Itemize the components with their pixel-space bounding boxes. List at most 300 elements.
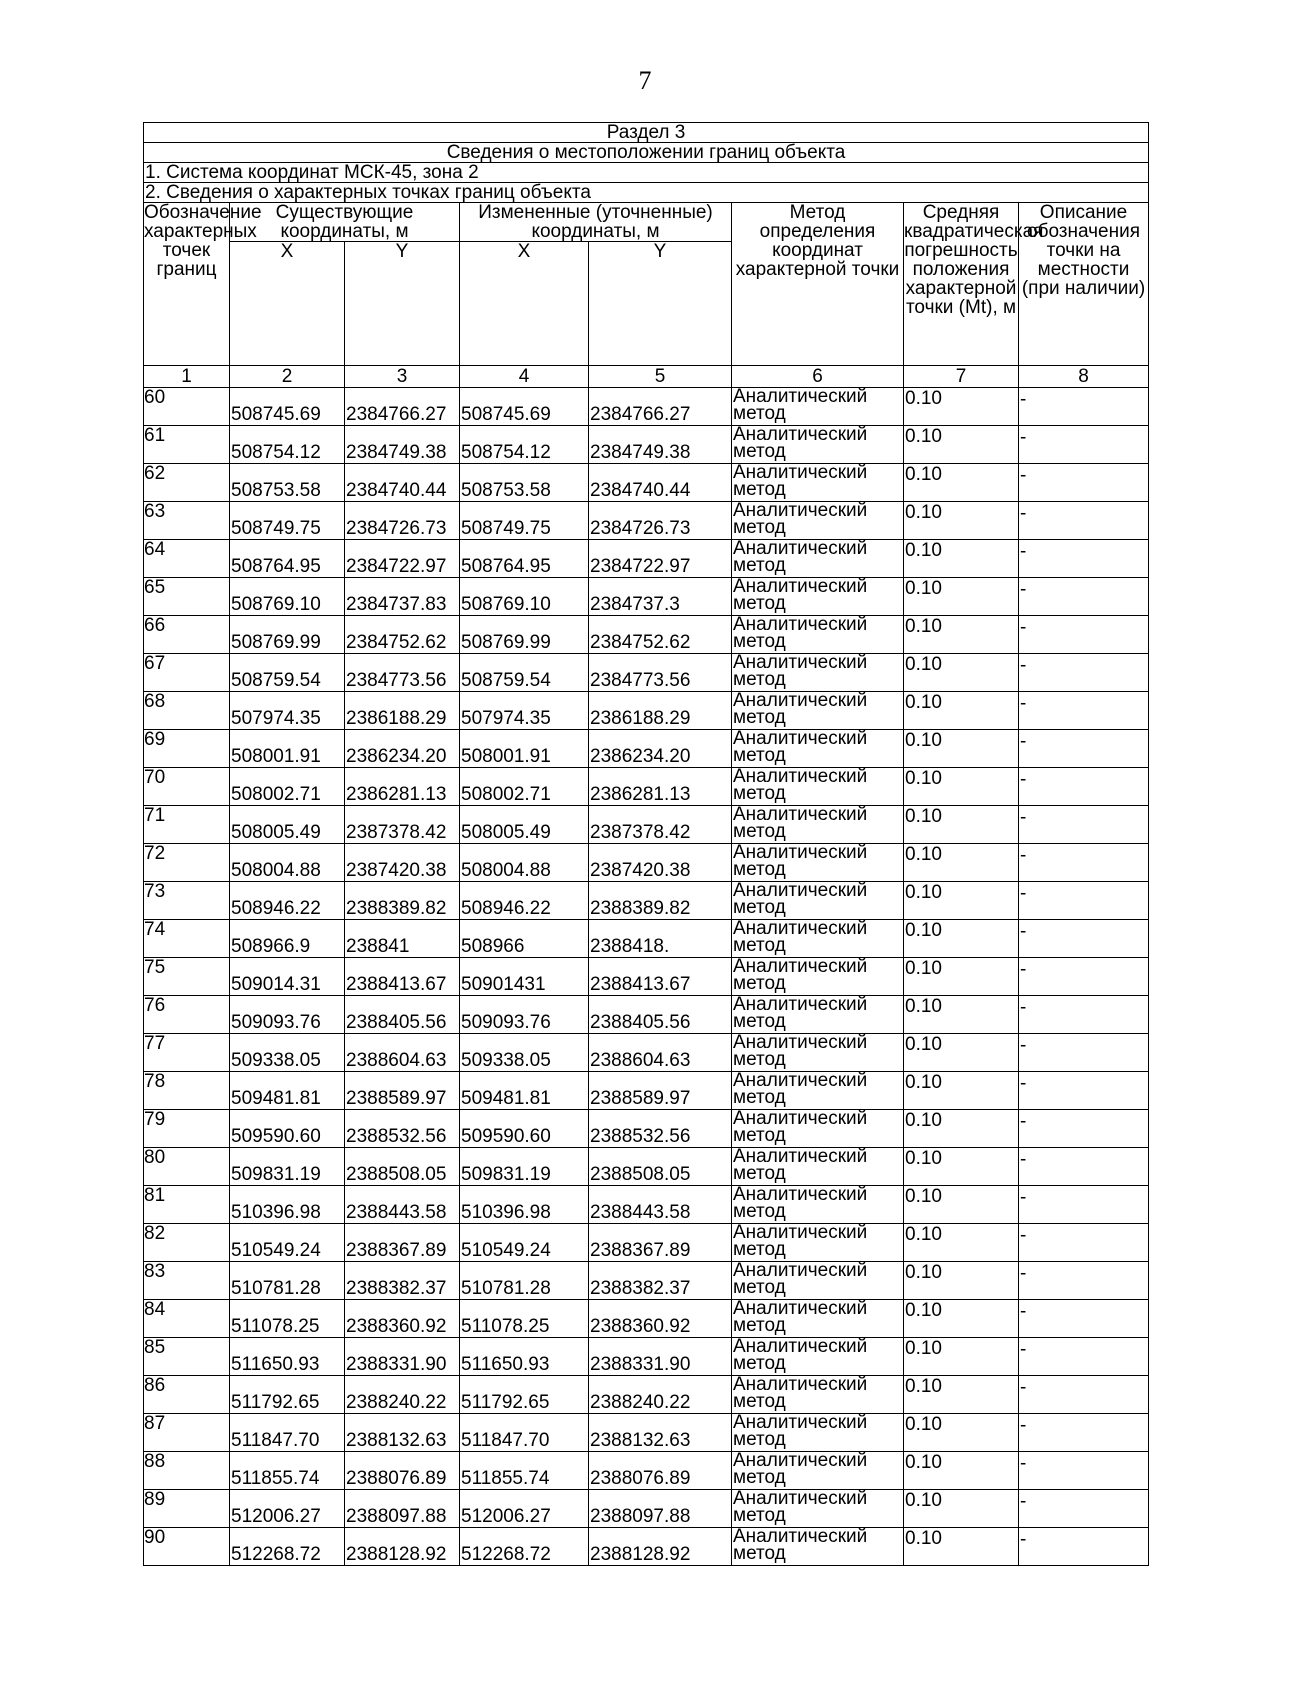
x-changed-cell: 510781.28 [460,1262,589,1300]
header-method: Метод определения координат характерной точки [732,203,904,366]
point-id-cell: 65 [144,578,230,616]
y-changed-cell: 2388532.56 [589,1110,732,1148]
point-id-cell: 83 [144,1262,230,1300]
header-error: Средняя квадратическая погрешность положения характерной точки (Mt), м [904,203,1019,366]
error-cell: 0.10 [904,1338,1019,1376]
method-cell: Аналитический метод [732,1148,904,1186]
table-row [144,502,1149,540]
method-cell: Аналитический метод [732,768,904,806]
table-row [144,1452,1149,1490]
error-cell: 0.10 [904,1452,1019,1490]
table-row [144,616,1149,654]
y-existing-cell: 2388508.05 [345,1148,460,1186]
page-number: 7 [638,66,652,95]
error-cell: 0.10 [904,1034,1019,1072]
description-cell: - [1019,464,1149,502]
table-row [144,882,1149,920]
x-existing-cell: 508001.91 [230,730,345,768]
y-changed-cell: 2388405.56 [589,996,732,1034]
x-existing-cell: 508002.71 [230,768,345,806]
table-row [144,1186,1149,1224]
method-cell: Аналитический метод [732,844,904,882]
y-changed-cell: 2384752.62 [589,616,732,654]
x-changed-cell: 508946.22 [460,882,589,920]
x-existing-cell: 508749.75 [230,502,345,540]
error-cell: 0.10 [904,1528,1019,1566]
point-id-cell: 87 [144,1414,230,1452]
x-existing-cell: 508946.22 [230,882,345,920]
x-existing-cell: 508769.99 [230,616,345,654]
x-existing-cell: 508753.58 [230,464,345,502]
method-cell: Аналитический метод [732,806,904,844]
method-cell: Аналитический метод [732,540,904,578]
method-cell: Аналитический метод [732,1490,904,1528]
error-cell: 0.10 [904,540,1019,578]
table-row [144,692,1149,730]
method-cell: Аналитический метод [732,616,904,654]
point-id-cell: 71 [144,806,230,844]
method-cell: Аналитический метод [732,426,904,464]
x-existing-cell: 508745.69 [230,388,345,426]
header-y-changed: Y [589,242,732,366]
x-changed-cell: 507974.35 [460,692,589,730]
description-cell: - [1019,768,1149,806]
description-cell: - [1019,388,1149,426]
header-description: Описание обозначения точки на местности (при наличии) [1019,203,1149,366]
x-changed-cell: 508745.69 [460,388,589,426]
x-existing-cell: 511855.74 [230,1452,345,1490]
x-existing-cell: 510396.98 [230,1186,345,1224]
table-row [144,1034,1149,1072]
y-changed-cell: 2388132.63 [589,1414,732,1452]
x-changed-cell: 508759.54 [460,654,589,692]
y-changed-cell: 2384766.27 [589,388,732,426]
table-row [144,996,1149,1034]
error-cell: 0.10 [904,502,1019,540]
y-existing-cell: 2384737.83 [345,578,460,616]
point-id-cell: 90 [144,1528,230,1566]
table-body [144,123,1149,1566]
description-cell: - [1019,426,1149,464]
point-id-cell: 78 [144,1072,230,1110]
error-cell: 0.10 [904,958,1019,996]
description-cell: - [1019,1300,1149,1338]
y-changed-cell: 2388128.92 [589,1528,732,1566]
error-cell: 0.10 [904,768,1019,806]
point-id-cell: 67 [144,654,230,692]
method-cell: Аналитический метод [732,1452,904,1490]
description-cell: - [1019,654,1149,692]
y-existing-cell: 2388076.89 [345,1452,460,1490]
y-changed-cell: 2388413.67 [589,958,732,996]
y-changed-cell: 2388418. [589,920,732,958]
x-existing-cell: 512006.27 [230,1490,345,1528]
error-cell: 0.10 [904,1490,1019,1528]
description-cell: - [1019,502,1149,540]
column-number: 4 [460,366,589,388]
y-existing-cell: 2388132.63 [345,1414,460,1452]
table-row [144,1338,1149,1376]
y-changed-cell: 2388589.97 [589,1072,732,1110]
error-cell: 0.10 [904,920,1019,958]
y-existing-cell: 2388367.89 [345,1224,460,1262]
y-existing-cell: 2388382.37 [345,1262,460,1300]
y-changed-cell: 2384726.73 [589,502,732,540]
x-existing-cell: 508004.88 [230,844,345,882]
table-row [144,958,1149,996]
y-changed-cell: 2387378.42 [589,806,732,844]
error-cell: 0.10 [904,1414,1019,1452]
table-row [144,806,1149,844]
x-existing-cell: 508769.10 [230,578,345,616]
point-id-cell: 73 [144,882,230,920]
y-existing-cell: 2387378.42 [345,806,460,844]
section-title: Раздел 3 [144,123,1149,143]
description-cell: - [1019,1376,1149,1414]
x-existing-cell: 507974.35 [230,692,345,730]
error-cell: 0.10 [904,1186,1019,1224]
x-changed-cell: 508001.91 [460,730,589,768]
header-designation: Обозначение характерных точек границ [144,203,230,366]
point-id-cell: 62 [144,464,230,502]
x-changed-cell: 509831.19 [460,1148,589,1186]
y-existing-cell: 2384752.62 [345,616,460,654]
error-cell: 0.10 [904,844,1019,882]
table-row [144,1376,1149,1414]
point-id-cell: 72 [144,844,230,882]
x-changed-cell: 509093.76 [460,996,589,1034]
y-changed-cell: 2384773.56 [589,654,732,692]
y-changed-cell: 2388331.90 [589,1338,732,1376]
column-number: 2 [230,366,345,388]
error-cell: 0.10 [904,1224,1019,1262]
x-existing-cell: 508005.49 [230,806,345,844]
column-number: 5 [589,366,732,388]
y-changed-cell: 2386281.13 [589,768,732,806]
y-existing-cell: 2388389.82 [345,882,460,920]
method-cell: Аналитический метод [732,958,904,996]
x-changed-cell: 511792.65 [460,1376,589,1414]
x-changed-cell: 511650.93 [460,1338,589,1376]
method-cell: Аналитический метод [732,1528,904,1566]
method-cell: Аналитический метод [732,1262,904,1300]
table-row [144,730,1149,768]
y-existing-cell: 2388128.92 [345,1528,460,1566]
y-changed-cell: 2388240.22 [589,1376,732,1414]
header-existing-coords: Существующие координаты, м [230,203,460,242]
method-cell: Аналитический метод [732,1414,904,1452]
y-existing-cell: 2388331.90 [345,1338,460,1376]
x-existing-cell: 508759.54 [230,654,345,692]
y-existing-cell: 2384773.56 [345,654,460,692]
point-id-cell: 85 [144,1338,230,1376]
table-row [144,1262,1149,1300]
point-id-cell: 76 [144,996,230,1034]
x-changed-cell: 511855.74 [460,1452,589,1490]
y-existing-cell: 2384740.44 [345,464,460,502]
table-row [144,1490,1149,1528]
table-row [144,578,1149,616]
error-cell: 0.10 [904,654,1019,692]
point-id-cell: 61 [144,426,230,464]
point-id-cell: 82 [144,1224,230,1262]
description-cell: - [1019,806,1149,844]
x-existing-cell: 511847.70 [230,1414,345,1452]
x-existing-cell: 511078.25 [230,1300,345,1338]
error-cell: 0.10 [904,1262,1019,1300]
method-cell: Аналитический метод [732,1034,904,1072]
x-changed-cell: 50901431 [460,958,589,996]
description-cell: - [1019,1452,1149,1490]
column-number: 8 [1019,366,1149,388]
description-cell: - [1019,1338,1149,1376]
y-changed-cell: 2388382.37 [589,1262,732,1300]
point-id-cell: 68 [144,692,230,730]
x-existing-cell: 509481.81 [230,1072,345,1110]
x-changed-cell: 508966 [460,920,589,958]
x-changed-cell: 511847.70 [460,1414,589,1452]
error-cell: 0.10 [904,882,1019,920]
description-cell: - [1019,1224,1149,1262]
table-row [144,1528,1149,1566]
y-existing-cell: 2388413.67 [345,958,460,996]
x-changed-cell: 511078.25 [460,1300,589,1338]
method-cell: Аналитический метод [732,578,904,616]
error-cell: 0.10 [904,1300,1019,1338]
description-cell: - [1019,882,1149,920]
x-changed-cell: 508754.12 [460,426,589,464]
column-numbers-row [144,366,1149,388]
x-existing-cell: 509590.60 [230,1110,345,1148]
x-changed-cell: 512006.27 [460,1490,589,1528]
x-changed-cell: 508769.99 [460,616,589,654]
error-cell: 0.10 [904,578,1019,616]
header-y-existing: Y [345,242,460,366]
error-cell: 0.10 [904,464,1019,502]
table-row [144,540,1149,578]
description-cell: - [1019,1034,1149,1072]
x-changed-cell: 510549.24 [460,1224,589,1262]
y-changed-cell: 2388389.82 [589,882,732,920]
description-cell: - [1019,616,1149,654]
table-row [144,1300,1149,1338]
point-id-cell: 70 [144,768,230,806]
y-changed-cell: 2388367.89 [589,1224,732,1262]
error-cell: 0.10 [904,806,1019,844]
y-existing-cell: 2384726.73 [345,502,460,540]
section-subtitle: Сведения о местоположении границ объекта [144,143,1149,163]
y-changed-cell: 2384740.44 [589,464,732,502]
y-existing-cell: 2388240.22 [345,1376,460,1414]
description-cell: - [1019,1490,1149,1528]
method-cell: Аналитический метод [732,730,904,768]
x-existing-cell: 511792.65 [230,1376,345,1414]
point-id-cell: 89 [144,1490,230,1528]
description-cell: - [1019,1414,1149,1452]
y-existing-cell: 2388443.58 [345,1186,460,1224]
y-existing-cell: 238841 [345,920,460,958]
point-id-cell: 74 [144,920,230,958]
x-existing-cell: 512268.72 [230,1528,345,1566]
description-cell: - [1019,1072,1149,1110]
column-number: 6 [732,366,904,388]
error-cell: 0.10 [904,426,1019,464]
point-id-cell: 64 [144,540,230,578]
x-changed-cell: 510396.98 [460,1186,589,1224]
y-changed-cell: 2388360.92 [589,1300,732,1338]
x-existing-cell: 508764.95 [230,540,345,578]
y-existing-cell: 2388532.56 [345,1110,460,1148]
description-cell: - [1019,1262,1149,1300]
method-cell: Аналитический метод [732,996,904,1034]
column-number: 3 [345,366,460,388]
point-id-cell: 88 [144,1452,230,1490]
error-cell: 0.10 [904,996,1019,1034]
description-cell: - [1019,578,1149,616]
y-changed-cell: 2386188.29 [589,692,732,730]
table-row [144,1148,1149,1186]
point-id-cell: 80 [144,1148,230,1186]
description-cell: - [1019,730,1149,768]
table-row [144,464,1149,502]
y-changed-cell: 2384749.38 [589,426,732,464]
x-changed-cell: 509590.60 [460,1110,589,1148]
y-changed-cell: 2388443.58 [589,1186,732,1224]
description-cell: - [1019,1110,1149,1148]
x-existing-cell: 509831.19 [230,1148,345,1186]
y-existing-cell: 2384722.97 [345,540,460,578]
method-cell: Аналитический метод [732,692,904,730]
y-existing-cell: 2388604.63 [345,1034,460,1072]
header-x-existing: X [230,242,345,366]
x-changed-cell: 508749.75 [460,502,589,540]
x-changed-cell: 509481.81 [460,1072,589,1110]
y-existing-cell: 2386281.13 [345,768,460,806]
description-cell: - [1019,540,1149,578]
y-changed-cell: 2386234.20 [589,730,732,768]
description-cell: - [1019,958,1149,996]
x-existing-cell: 509014.31 [230,958,345,996]
x-existing-cell: 510549.24 [230,1224,345,1262]
points-heading: 2. Сведения о характерных точках границ объекта [144,183,1149,203]
y-changed-cell: 2384737.3 [589,578,732,616]
y-existing-cell: 2384766.27 [345,388,460,426]
coordinate-system: 1. Система координат МСК-45, зона 2 [144,163,1149,183]
x-existing-cell: 508754.12 [230,426,345,464]
method-cell: Аналитический метод [732,920,904,958]
x-existing-cell: 510781.28 [230,1262,345,1300]
y-existing-cell: 2388360.92 [345,1300,460,1338]
y-changed-cell: 2384722.97 [589,540,732,578]
x-existing-cell: 511650.93 [230,1338,345,1376]
column-number: 7 [904,366,1019,388]
point-id-cell: 63 [144,502,230,540]
description-cell: - [1019,844,1149,882]
header-x-changed: X [460,242,589,366]
description-cell: - [1019,920,1149,958]
error-cell: 0.10 [904,616,1019,654]
description-cell: - [1019,1186,1149,1224]
x-changed-cell: 508764.95 [460,540,589,578]
y-changed-cell: 2388097.88 [589,1490,732,1528]
error-cell: 0.10 [904,692,1019,730]
point-id-cell: 75 [144,958,230,996]
method-cell: Аналитический метод [732,1110,904,1148]
error-cell: 0.10 [904,1072,1019,1110]
error-cell: 0.10 [904,388,1019,426]
error-cell: 0.10 [904,1376,1019,1414]
method-cell: Аналитический метод [732,1224,904,1262]
method-cell: Аналитический метод [732,388,904,426]
method-cell: Аналитический метод [732,1338,904,1376]
table-row [144,1072,1149,1110]
header-changed-coords: Измененные (уточненные) координаты, м [460,203,732,242]
x-changed-cell: 509338.05 [460,1034,589,1072]
table-row [144,1224,1149,1262]
y-existing-cell: 2386234.20 [345,730,460,768]
point-id-cell: 79 [144,1110,230,1148]
description-cell: - [1019,692,1149,730]
point-id-cell: 66 [144,616,230,654]
x-changed-cell: 508769.10 [460,578,589,616]
point-id-cell: 84 [144,1300,230,1338]
description-cell: - [1019,1148,1149,1186]
y-existing-cell: 2384749.38 [345,426,460,464]
table-row [144,426,1149,464]
x-changed-cell: 508004.88 [460,844,589,882]
description-cell: - [1019,996,1149,1034]
column-number: 1 [144,366,230,388]
table-row [144,388,1149,426]
table-row [144,844,1149,882]
table-row [144,768,1149,806]
y-changed-cell: 2388604.63 [589,1034,732,1072]
error-cell: 0.10 [904,1148,1019,1186]
y-existing-cell: 2388405.56 [345,996,460,1034]
y-existing-cell: 2388589.97 [345,1072,460,1110]
table-row [144,654,1149,692]
method-cell: Аналитический метод [732,502,904,540]
x-changed-cell: 512268.72 [460,1528,589,1566]
method-cell: Аналитический метод [732,1376,904,1414]
method-cell: Аналитический метод [732,1300,904,1338]
y-changed-cell: 2388076.89 [589,1452,732,1490]
error-cell: 0.10 [904,1110,1019,1148]
x-changed-cell: 508753.58 [460,464,589,502]
description-cell: - [1019,1528,1149,1566]
boundary-points-table [143,122,1149,1566]
x-existing-cell: 508966.9 [230,920,345,958]
point-id-cell: 81 [144,1186,230,1224]
y-changed-cell: 2388508.05 [589,1148,732,1186]
y-existing-cell: 2387420.38 [345,844,460,882]
y-existing-cell: 2388097.88 [345,1490,460,1528]
x-existing-cell: 509338.05 [230,1034,345,1072]
y-existing-cell: 2386188.29 [345,692,460,730]
table-row [144,1110,1149,1148]
method-cell: Аналитический метод [732,882,904,920]
point-id-cell: 77 [144,1034,230,1072]
error-cell: 0.10 [904,730,1019,768]
x-changed-cell: 508005.49 [460,806,589,844]
method-cell: Аналитический метод [732,464,904,502]
point-id-cell: 69 [144,730,230,768]
x-changed-cell: 508002.71 [460,768,589,806]
method-cell: Аналитический метод [732,654,904,692]
x-existing-cell: 509093.76 [230,996,345,1034]
y-changed-cell: 2387420.38 [589,844,732,882]
table-row [144,1414,1149,1452]
